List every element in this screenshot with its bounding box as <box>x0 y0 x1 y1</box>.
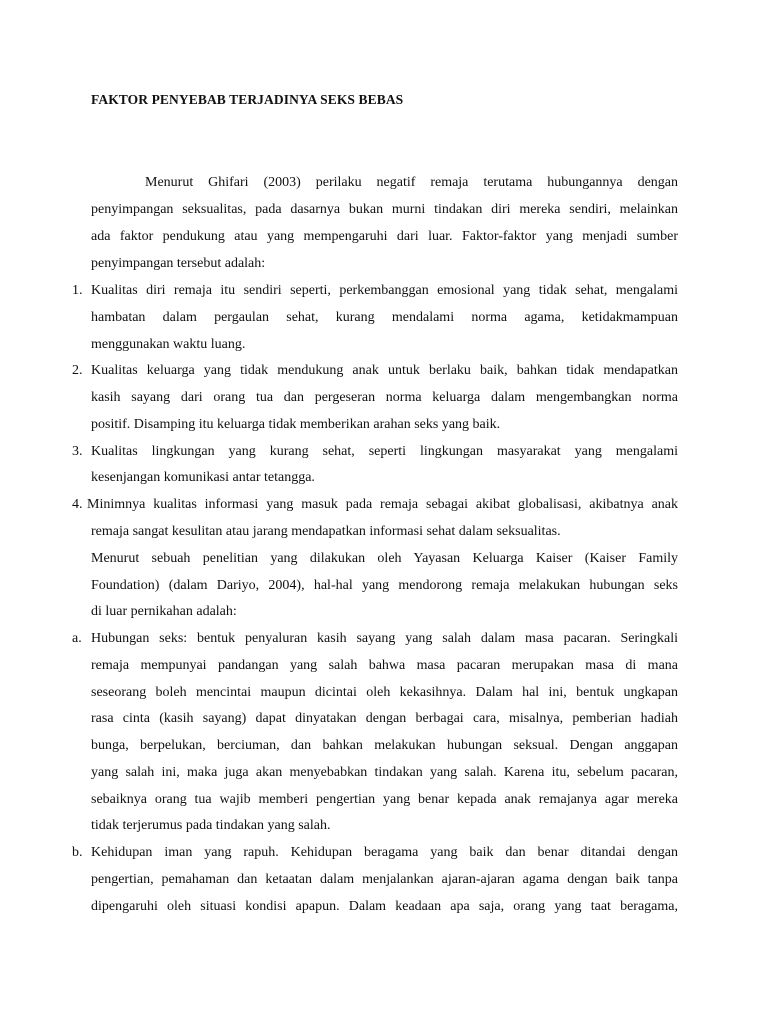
list-marker: b. <box>72 845 83 860</box>
list-item-line: rasa cinta (kasih sayang) dapat dinyatakan dengan berbagai cara, misalnya, pemberian hadiah <box>91 711 678 726</box>
list-item-line: sebaiknya orang tua wajib memberi pengertian yang benar kepada anak remajanya agar mereka <box>91 792 678 807</box>
list-item-line: kesenjangan komunikasi antar tetangga. <box>91 470 315 485</box>
list-marker: 1. <box>72 283 83 298</box>
list-item-line: Hubungan seks: bentuk penyaluran kasih sayang yang salah dalam masa pacaran. Seringkali <box>91 631 678 646</box>
list-marker: 2. <box>72 363 83 378</box>
list-marker: 4. <box>72 497 83 512</box>
paragraph-line: ada faktor pendukung atau yang mempengaruhi dari luar. Faktor-faktor yang menjadi sumber <box>91 229 678 244</box>
list-item-line: hambatan dalam pergaulan sehat, kurang mendalami norma agama, ketidakmampuan <box>91 310 678 325</box>
list-item-line: seseorang boleh mencintai maupun dicintai oleh kekasihnya. Dalam hal ini, bentuk ungkapan <box>91 685 678 700</box>
list-item-line: Minimnya kualitas informasi yang masuk pada remaja sebagai akibat globalisasi, akibatnya anak <box>87 497 678 512</box>
list-item-line: remaja sangat kesulitan atau jarang mendapatkan informasi sehat dalam seksualitas. <box>91 524 561 539</box>
list-marker: 3. <box>72 444 83 459</box>
list-item-line: Kualitas diri remaja itu sendiri seperti, perkembanggan emosional yang tidak sehat, mengalami <box>91 283 678 298</box>
list-item-line: menggunakan waktu luang. <box>91 337 246 352</box>
list-item-line: tidak terjerumus pada tindakan yang salah. <box>91 818 331 833</box>
paragraph-line: Menurut sebuah penelitian yang dilakukan oleh Yayasan Keluarga Kaiser (Kaiser Family <box>91 551 678 566</box>
list-item-line: Kualitas keluarga yang tidak mendukung anak untuk berlaku baik, bahkan tidak mendapatkan <box>91 363 678 378</box>
document-title: FAKTOR PENYEBAB TERJADINYA SEKS BEBAS <box>91 92 404 107</box>
list-item-line: yang salah ini, maka juga akan menyebabkan tindakan yang salah. Karena itu, sebelum pacaran, <box>91 765 678 780</box>
paragraph-line: penyimpangan seksualitas, pada dasarnya bukan murni tindakan diri mereka sendiri, melainkan <box>91 202 678 217</box>
paragraph-line: di luar pernikahan adalah: <box>91 604 237 619</box>
list-item-line: Kualitas lingkungan yang kurang sehat, seperti lingkungan masyarakat yang mengalami <box>91 444 678 459</box>
list-item-line: dipengaruhi oleh situasi kondisi apapun. Dalam keadaan apa saja, orang yang taat beragama, <box>91 899 678 914</box>
list-item-line: pengertian, pemahaman dan ketaatan dalam menjalankan ajaran-ajaran agama dengan baik tanpa <box>91 872 678 887</box>
paragraph-line: penyimpangan tersebut adalah: <box>91 256 266 271</box>
list-item-line: positif. Disamping itu keluarga tidak memberikan arahan seks yang baik. <box>91 417 501 432</box>
list-item-line: kasih sayang dari orang tua dan pergeseran norma keluarga dalam mengembangkan norma <box>91 390 678 405</box>
paragraph-line: Foundation) (dalam Dariyo, 2004), hal-hal yang mendorong remaja melakukan hubungan seks <box>91 578 678 593</box>
list-item-line: bunga, berpelukan, berciuman, dan bahkan melakukan hubungan seksual. Dengan anggapan <box>91 738 678 753</box>
list-item-line: remaja mempunyai pandangan yang salah bahwa masa pacaran merupakan masa di mana <box>91 658 678 673</box>
list-marker: a. <box>72 631 82 646</box>
list-item-line: Kehidupan iman yang rapuh. Kehidupan beragama yang baik dan benar ditandai dengan <box>91 845 678 860</box>
paragraph-line: Menurut Ghifari (2003) perilaku negatif remaja terutama hubungannya dengan <box>145 175 678 190</box>
